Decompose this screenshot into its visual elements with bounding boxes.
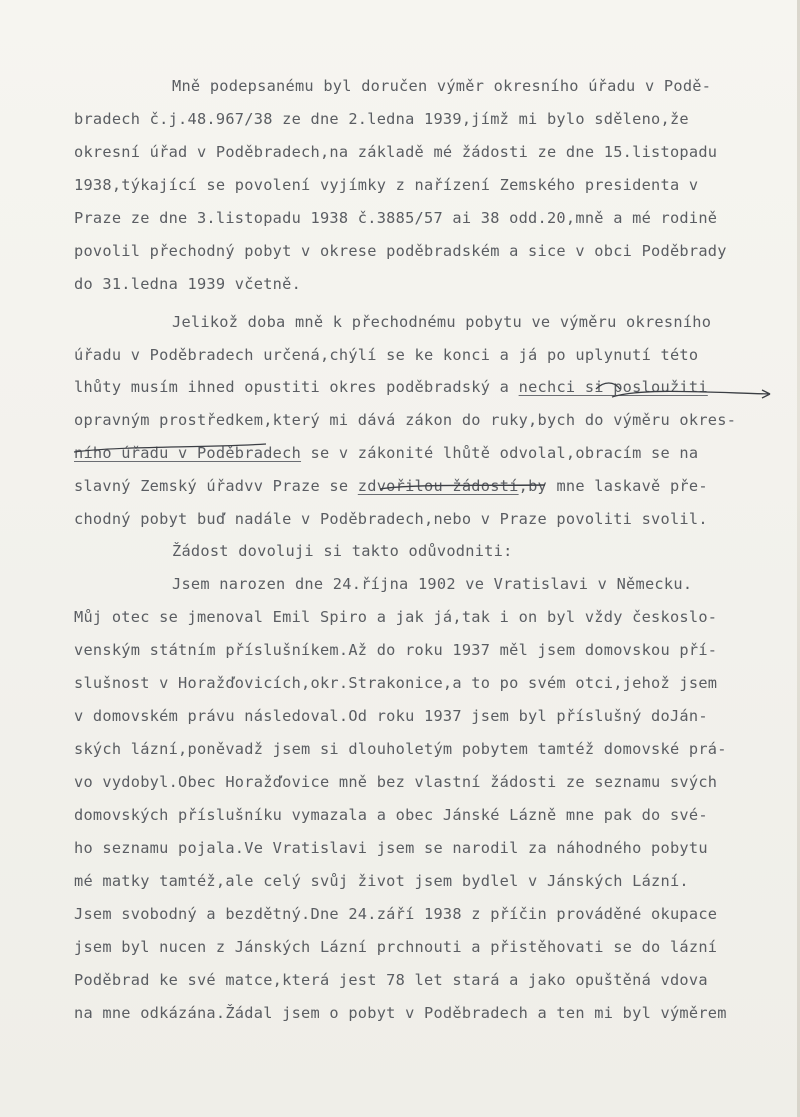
text-line-6: povolil přechodný pobyt v okrese poděbradském a sice v obci Poděbrady: [74, 242, 727, 260]
text-line-22: vo vydobyl.Obec Horažďovice mně bez vlastní žádosti ze seznamu svých: [74, 773, 718, 791]
text-line-13-a: slavný Zemský úřadvv Praze se: [74, 477, 358, 495]
underlined-phrase-nechci: nechci si posloužiti: [518, 378, 708, 396]
text-line-21: ských lázní,poněvadž jsem si dlouholetým pobytem tamtéž domovské prá-: [74, 740, 727, 758]
text-line-1: Mně podepsanému byl doručen výměr okresního úřadu v Podě-: [172, 77, 712, 95]
text-line-17: Můj otec se jmenoval Emil Spiro a jak já,tak i on byl vždy českoslo-: [74, 608, 718, 626]
text-line-24: ho seznamu pojala.Ve Vratislavi jsem se narodil za náhodného pobytu: [74, 839, 708, 857]
text-line-3: okresní úřad v Poděbradech,na základě mé žádosti ze dne 15.listopadu: [74, 143, 718, 161]
text-line-12: [74, 443, 698, 463]
text-line-29: na mne odkázána.Žádal jsem o pobyt v Poděbradech a ten mi byl výměrem: [74, 1004, 727, 1022]
underlined-phrase-uradu: ního úřadu v Poděbradech: [74, 444, 302, 462]
text-line-28: Poděbrad ke své matce,která jest 78 let stará a jako opuštěná vdova: [74, 971, 708, 989]
text-line-25: mé matky tamtéž,ale celý svůj život jsem bydlel v Jánských Lázní.: [74, 872, 689, 890]
text-line-10: [74, 377, 708, 397]
text-line-10-a: lhůty musím ihned opustiti okres poděbradský a: [74, 378, 519, 396]
text-line-23: domovských příslušníku vymazala a obec Jánské Lázně mne pak do své-: [74, 806, 708, 824]
text-line-20: v domovském právu následoval.Od roku 1937 jsem byl příslušný doJán-: [74, 707, 708, 725]
text-line-26: Jsem svobodný a bezdětný.Dne 24.září 1938 z příčin prováděné okupace: [74, 905, 718, 923]
text-line-16: Jsem narozen dne 24.října 1902 ve Vratislavi v Německu.: [172, 575, 693, 593]
text-line-4: 1938,týkající se povolení vyjímky z nařízení Zemského presidenta v: [74, 176, 699, 194]
text-line-27: jsem byl nucen z Jánských Lázní prchnouti a přistěhovati se do lázní: [74, 938, 718, 956]
text-line-12-b: se v zákonité lhůtě odvolal,obracím se na: [301, 444, 699, 462]
text-line-15: Žádost dovoluji si takto odůvodniti:: [172, 542, 513, 560]
text-line-7: do 31.ledna 1939 včetně.: [74, 275, 302, 293]
text-line-5: Praze ze dne 3.listopadu 1938 č.3885/57 ai 38 odd.20,mně a mé rodině: [74, 209, 718, 227]
text-line-9: úřadu v Poděbradech určená,chýlí se ke konci a já po uplynutí této: [74, 346, 699, 364]
text-line-8: Jelikož doba mně k přechodnému pobytu ve výměru okresního: [172, 313, 712, 331]
underlined-phrase-zdvorilou: zdvořilou žádostí: [357, 477, 519, 495]
text-line-14: chodný pobyt buď nadále v Poděbradech,nebo v Praze povoliti svolil.: [74, 510, 708, 528]
text-line-19: slušnost v Horažďovicích,okr.Strakonice,a to po svém otci,jehož jsem: [74, 674, 718, 692]
text-line-11: opravným prostředkem,který mi dává zákon do ruky,bych do výměru okres-: [74, 411, 737, 429]
text-line-13-c: ,by mne laskavě pře-: [518, 477, 708, 495]
text-line-18: venským státním příslušníkem.Až do roku 1937 měl jsem domovskou pří-: [74, 641, 718, 659]
text-line-13: [74, 476, 708, 496]
text-line-2: bradech č.j.48.967/38 ze dne 2.ledna 1939,jímž mi bylo sděleno,že: [74, 110, 689, 128]
